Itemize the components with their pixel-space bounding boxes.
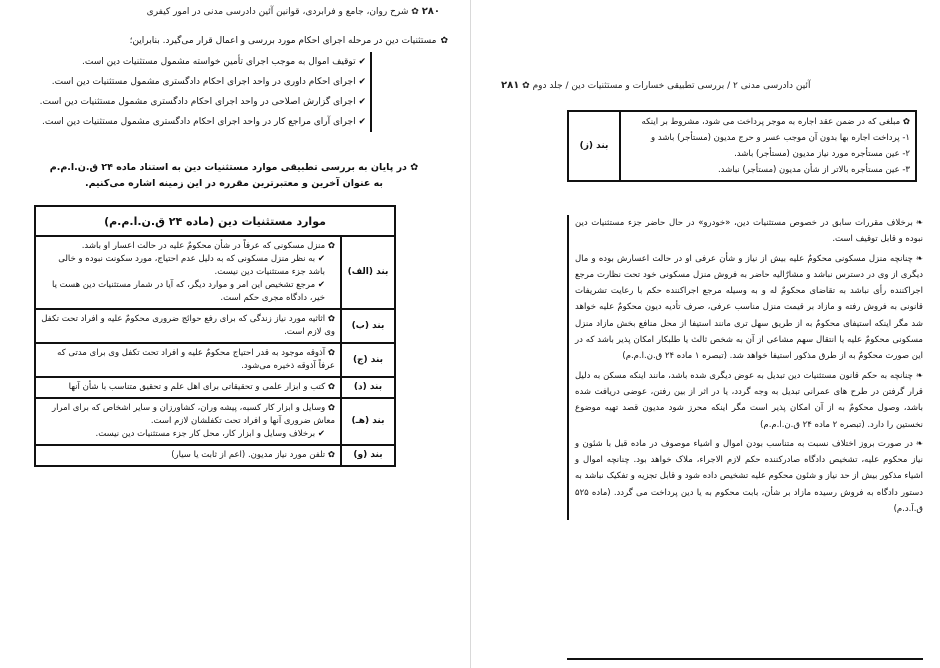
checkmark-icon: ✔ bbox=[355, 117, 366, 127]
intro-line: مستثنیات دین در مرحله اجرای احکام مورد بررسی و اعمال قرار می‌گیرد. بنابراین؛ bbox=[129, 36, 437, 46]
row-label: بند (ب) bbox=[341, 309, 395, 343]
checkmark-icon: ✔ bbox=[315, 280, 325, 290]
flower-bullet-icon: ✿ bbox=[325, 314, 335, 324]
star-icon: ✿ bbox=[519, 81, 530, 91]
checklist-item: ✔ اجرای احکام داوری در واحد اجرای احکام دادگستری مشمول مستثنیات دین است. bbox=[51, 77, 366, 87]
right-header-title: آئین دادرسی مدنی ۲ / بررسی تطبیقی خسارات و مستثنیات دین / جلد دوم bbox=[532, 81, 811, 91]
star-icon: ✿ bbox=[408, 7, 419, 17]
left-page-header bbox=[147, 6, 440, 17]
flower-bullet-icon: ✿ bbox=[325, 403, 335, 413]
right-page-header bbox=[501, 80, 810, 91]
flower-bullet-icon: ✿ bbox=[406, 162, 419, 173]
row-label: بند (ز) bbox=[568, 111, 620, 181]
row-content: ✿ کتب و ابزار علمی و تحقیقاتی برای اهل علم و تحقیق متناسب با شأن آنها bbox=[35, 377, 341, 398]
sub-note: ✔ برخلاف وسایل و ابزار کار، محل کار جزء مستثنیات دین نیست. bbox=[95, 429, 325, 439]
checkmark-icon: ✔ bbox=[315, 429, 325, 439]
leaf-bullet-icon: ❧ bbox=[915, 253, 923, 264]
checkmark-icon: ✔ bbox=[355, 57, 366, 67]
conclusion-heading: ✿ در پایان به بررسی تطبیقی موارد مستثنیات دین به استناد ماده ۲۴ ق.ن.ا.م.م به عنوان آخرین و معتبرترین مقرره در این زمینه اشاره می‌کنیم. bbox=[49, 162, 419, 189]
flower-bullet-icon: ✿ bbox=[325, 241, 335, 251]
row-content: ✿ آذوقه موجود به قدر احتیاج محکومٌ علیه و افراد تحت تکفل وی برای مدتی که عرفاً آذوقه ذخیره می‌شود. bbox=[35, 343, 341, 377]
paragraph: ❧چنانچه منزل مسکونی محکومٌ علیه بیش از نیاز و شأن عرفی او در حالت اعسارش بوده و مال دیگری از وی در دسترس نباشد و مشارٌالیه حاضر به فروش منزل مسکونی خود تحت نظارت مرجع اجراکننده رأی نباشد به تقاضای محکومٌ له و به وسیله مرجع اجراکننده حکم با رعایت تشریفات قانونی به فروش رفته و مازاد بر قیمت منزل مناسب عرفی، صرف تأدیه دیون محکومٌ علیه خواهد شد مگر اینکه استیفای محکومٌ به از طریق سهل تری مانند استیفا از محل منافع بخش مازاد منزل مسکونی محکومٌ علیه یا انتقال سهم مشاعی از آن به شخص ثالث یا طلبکار امکان پذیر باشد که در این صورت محکومٌ به از طرق مذکور استیفا خواهد شد. (تبصره ۱ ماده ۲۴ ق.ن.ا.م.م) bbox=[575, 253, 923, 362]
sub-note: ✔ به نظر منزل مسکونی که به دلیل عدم احتیاج، مورد سکونت نبوده و خالی باشد جزء مستثنیات دین نیست. bbox=[58, 254, 325, 277]
row-label: بند (و) bbox=[341, 445, 395, 466]
table-row bbox=[35, 445, 395, 466]
checklist bbox=[30, 52, 372, 132]
flower-bullet-icon: ✿ bbox=[325, 348, 335, 358]
left-header-title: شرح روان، جامع و فرابردی، قوانین آئین دادرسی مدنی در امور کیفری bbox=[146, 7, 409, 17]
checkmark-icon: ✔ bbox=[355, 77, 366, 87]
row-content: ✿ مبلغی که در ضمن عقد اجاره به موجر پرداخت می شود، مشروط بر اینکه ۱- پرداخت اجاره بها بدون آن موجب عسر و حرج مدیون (مستأجر) باشد و ۲- عین مستأجره مورد نیاز مدیون (مستأجر) باشد. ۳- عین مستأجره بالاتر از شأن مدیون (مستأجر) نباشد. bbox=[620, 111, 916, 181]
row-content: ✿ وسایل و ابزار کار کسبه، پیشه وران، کشاورزان و سایر اشخاص که برای امرار معاش ضروری آنها و افراد تحت تکفلشان لازم است. ✔ برخلاف وسایل و ابزار کار، محل کار جزء مستثنیات دین نیست. bbox=[35, 398, 341, 445]
right-page-number: ۲۸۱ bbox=[501, 80, 520, 91]
clause-z-table bbox=[567, 110, 917, 182]
checkmark-icon: ✔ bbox=[315, 254, 325, 264]
table-row bbox=[35, 343, 395, 377]
table-title: موارد مستثنیات دین (ماده ۲۴ ق.ن.ا.م.م) bbox=[35, 206, 395, 236]
row-content: ✿ منزل مسکونی که عرفاً در شأن محکومٌ علیه در حالت اعسار او باشد. ✔ به نظر منزل مسکونی که به دلیل عدم احتیاج، مورد سکونت نبوده و خالی باشد جزء مستثنیات دین نیست. ✔ مرجع تشخیص این امر و موارد دیگر، که آیا در شمار مستثنیات دین هست یا خیر، دادگاه مجری حکم است. bbox=[35, 236, 341, 309]
leaf-bullet-icon: ❧ bbox=[915, 438, 923, 449]
paragraph: ❧برخلاف مقررات سابق در خصوص مستثنیات دین، «خودرو» در حال حاضر جزء مستثنیات دین نبوده و قابل توقیف است. bbox=[575, 218, 923, 245]
intro-block bbox=[20, 34, 448, 51]
row-content: ✿ تلفن مورد نیاز مدیون. (اعم از ثابت یا سیار) bbox=[35, 445, 341, 466]
row-label: بند (د) bbox=[341, 377, 395, 398]
checklist-item: ✔ اجرای آرای مراجع کار در واحد اجرای احکام دادگستری مشمول مستثنیات دین است. bbox=[42, 117, 366, 127]
checkmark-icon: ✔ bbox=[355, 97, 366, 107]
left-page-number: ۲۸۰ bbox=[421, 6, 440, 17]
flower-bullet-icon: ✿ bbox=[325, 382, 335, 392]
table-row bbox=[35, 309, 395, 343]
table-row bbox=[35, 398, 395, 445]
leaf-bullet-icon: ❧ bbox=[915, 218, 923, 228]
right-page bbox=[471, 0, 940, 668]
exemptions-table bbox=[34, 205, 396, 467]
table-row bbox=[35, 236, 395, 309]
table-row bbox=[568, 111, 916, 181]
checklist-item: ✔ توقیف اموال به موجب اجرای تأمین خواسته مشمول مستثنیات دین است. bbox=[82, 57, 366, 67]
flower-bullet-icon: ✿ bbox=[440, 36, 448, 46]
table-row bbox=[35, 377, 395, 398]
sub-note: ✔ مرجع تشخیص این امر و موارد دیگر، که آیا در شمار مستثنیات دین هست یا خیر، دادگاه مجری حکم است. bbox=[52, 280, 325, 303]
paragraph: ❧چنانچه به حکم قانون مستثنیات دین تبدیل به عوض دیگری شده باشد، مانند اینکه مسکن به دلیل قرار گرفتن در طرح های عمرانی تبدیل به وجه گردد، یا در اثر از بین رفتن، عوضی دریافت شده باشد، وصول محکومٌ به از آن امکان پذیر است مگر اینکه محرز شود مدیون قصد تهیه موضوع نخستین را دارد. (تبصره ۲ ماده ۲۴ ق.ن.ا.م.م) bbox=[575, 370, 923, 430]
paragraph: ❧در صورت بروز اختلاف نسبت به متناسب بودن اموال و اشیاء موصوف در ماده قبل با شئون و نیاز محکوم علیه، تشخیص دادگاه صادرکننده حکم لازم الاجراء، ملاک خواهد بود. چنانچه اموال و اشیاء مذکور بیش از حد نیاز و شئون محکوم علیه تشخیص داده شود و قابل تجزیه و تفکیک نباشد به دستور دادگاه به فروش رسیده مازاد بر شأن، بابت محکوم به یا دین پرداخت می گردد. (ماده ۵۲۵ ق.آ.د.م) bbox=[575, 438, 923, 515]
row-label: بند (هـ) bbox=[341, 398, 395, 445]
frame-bottom-rule bbox=[567, 658, 923, 660]
leaf-bullet-icon: ❧ bbox=[915, 370, 923, 381]
flower-bullet-icon: ✿ bbox=[325, 450, 335, 460]
flower-bullet-icon: ✿ bbox=[900, 117, 910, 127]
row-content: ✿ اثاثیه مورد نیاز زندگی که برای رفع حوائج ضروری محکومٌ علیه و افراد تحت تکفل وی لازم است. bbox=[35, 309, 341, 343]
right-body-text bbox=[567, 215, 923, 520]
row-label: بند (ج) bbox=[341, 343, 395, 377]
checklist-item: ✔ اجرای گزارش اصلاحی در واحد اجرای احکام دادگستری مشمول مستثنیات دین است. bbox=[39, 97, 366, 107]
row-label: بند (الف) bbox=[341, 236, 395, 309]
